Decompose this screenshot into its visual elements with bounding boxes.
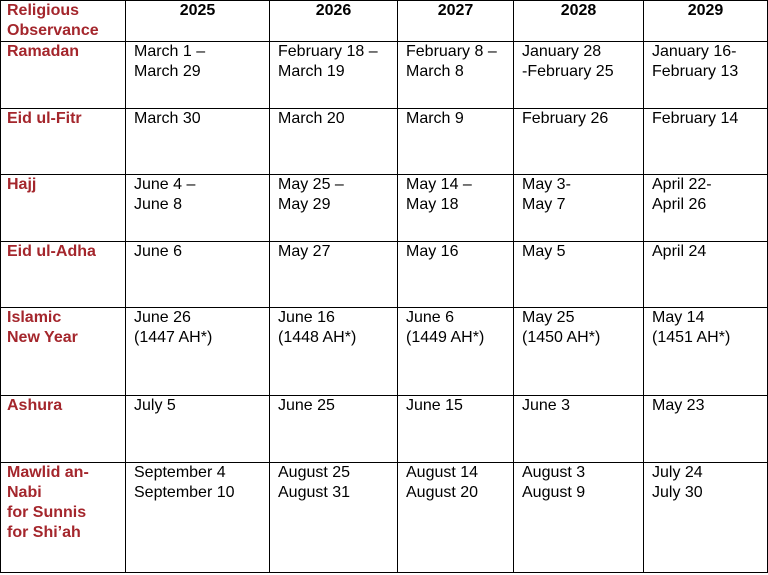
year-header-2027: 2027 [398,1,514,42]
table-row-islamic-new-year [1,308,768,396]
label-line: Nabi [7,484,42,501]
header-corner-line: Observance [7,22,99,39]
observance-label [1,42,126,109]
date-line: May 25 [522,309,575,326]
date-line: March 1 – [134,43,206,60]
date-cell [270,109,398,175]
date-cell [126,175,270,242]
date-cell [398,308,514,396]
date-cell [270,242,398,308]
date-line: September 4 [134,464,226,481]
date-cell [514,463,644,573]
date-line: March 30 [134,110,201,127]
date-cell [644,308,768,396]
date-line: (1450 AH*) [522,329,601,346]
label-line: for Sunnis [7,504,87,521]
date-line: June 8 [134,196,183,213]
date-line: June 4 – [134,176,196,193]
date-line: May 27 [278,243,331,260]
date-line: May 23 [652,397,705,414]
label-line: Ashura [7,397,63,414]
date-line: May 14 [652,309,705,326]
date-line: -February 25 [522,63,614,80]
date-cell [270,463,398,573]
date-line: January 28 [522,43,602,60]
year-header-2029: 2029 [644,1,768,42]
year-header-2026: 2026 [270,1,398,42]
date-line: August 20 [406,484,479,501]
date-cell [644,42,768,109]
date-line: February 13 [652,63,739,80]
date-line: (1449 AH*) [406,329,485,346]
date-cell [398,175,514,242]
observance-label [1,308,126,396]
date-line: May 25 – [278,176,344,193]
date-line: July 30 [652,484,703,501]
date-cell [514,396,644,463]
date-line: May 3- [522,176,571,193]
date-cell [398,242,514,308]
header-row [1,1,768,42]
label-line: Islamic [7,309,62,326]
table-row-eid-ul-adha [1,242,768,308]
date-line: March 20 [278,110,345,127]
label-line: Eid ul-Adha [7,243,96,260]
date-line: May 14 – [406,176,472,193]
date-line: (1451 AH*) [652,329,731,346]
date-line: April 26 [652,196,707,213]
date-cell [398,396,514,463]
date-line: February 8 – [406,43,497,60]
observance-label [1,396,126,463]
date-cell [398,463,514,573]
date-line: June 3 [522,397,571,414]
date-cell [270,396,398,463]
observance-label [1,175,126,242]
date-line: June 15 [406,397,463,414]
date-line: February 26 [522,110,609,127]
date-line: May 5 [522,243,566,260]
date-cell [644,109,768,175]
table-row-ashura [1,396,768,463]
date-line: April 22- [652,176,712,193]
table-row-mawlid-an-nabi [1,463,768,573]
table-row-hajj [1,175,768,242]
date-line: May 18 [406,196,459,213]
date-line: July 24 [652,464,703,481]
date-line: (1447 AH*) [134,329,213,346]
date-line: March 9 [406,110,464,127]
date-line: August 9 [522,484,586,501]
header-corner-line: Religious [7,2,80,19]
date-cell [644,175,768,242]
date-cell [644,396,768,463]
year-header-2025: 2025 [126,1,270,42]
date-line: March 29 [134,63,201,80]
date-cell [514,109,644,175]
table-row-ramadan [1,42,768,109]
date-line: June 16 [278,309,335,326]
religious-observance-header [1,1,126,42]
date-line: May 16 [406,243,459,260]
year-header-2028: 2028 [514,1,644,42]
date-cell [270,308,398,396]
date-cell [398,42,514,109]
date-line: May 29 [278,196,331,213]
date-cell [644,463,768,573]
date-line: June 6 [134,243,183,260]
date-line: April 24 [652,243,707,260]
date-cell [398,109,514,175]
table-row-eid-ul-fitr [1,109,768,175]
label-line: New Year [7,329,78,346]
date-line: May 7 [522,196,566,213]
date-cell [644,242,768,308]
date-cell [126,109,270,175]
label-line: Mawlid an- [7,464,89,481]
date-line: March 19 [278,63,345,80]
date-line: June 25 [278,397,335,414]
date-cell [270,175,398,242]
date-line: February 18 – [278,43,378,60]
label-line: Ramadan [7,43,80,60]
date-cell [514,242,644,308]
date-cell [126,42,270,109]
date-line: June 26 [134,309,191,326]
date-cell [514,42,644,109]
observance-label [1,242,126,308]
date-line: March 8 [406,63,464,80]
date-line: January 16- [652,43,737,60]
date-line: September 10 [134,484,235,501]
observance-label [1,109,126,175]
label-line: Hajj [7,176,37,193]
date-cell [514,308,644,396]
date-line: August 14 [406,464,479,481]
date-line: July 5 [134,397,176,414]
date-line: February 14 [652,110,739,127]
date-cell [126,308,270,396]
date-line: (1448 AH*) [278,329,357,346]
date-line: August 25 [278,464,351,481]
date-line: August 31 [278,484,351,501]
date-line: June 6 [406,309,455,326]
date-cell [126,396,270,463]
date-cell [126,463,270,573]
label-line: for Shi’ah [7,524,81,541]
date-cell [270,42,398,109]
date-cell [514,175,644,242]
date-cell [126,242,270,308]
observance-label [1,463,126,573]
date-line: August 3 [522,464,586,481]
label-line: Eid ul-Fitr [7,110,82,127]
